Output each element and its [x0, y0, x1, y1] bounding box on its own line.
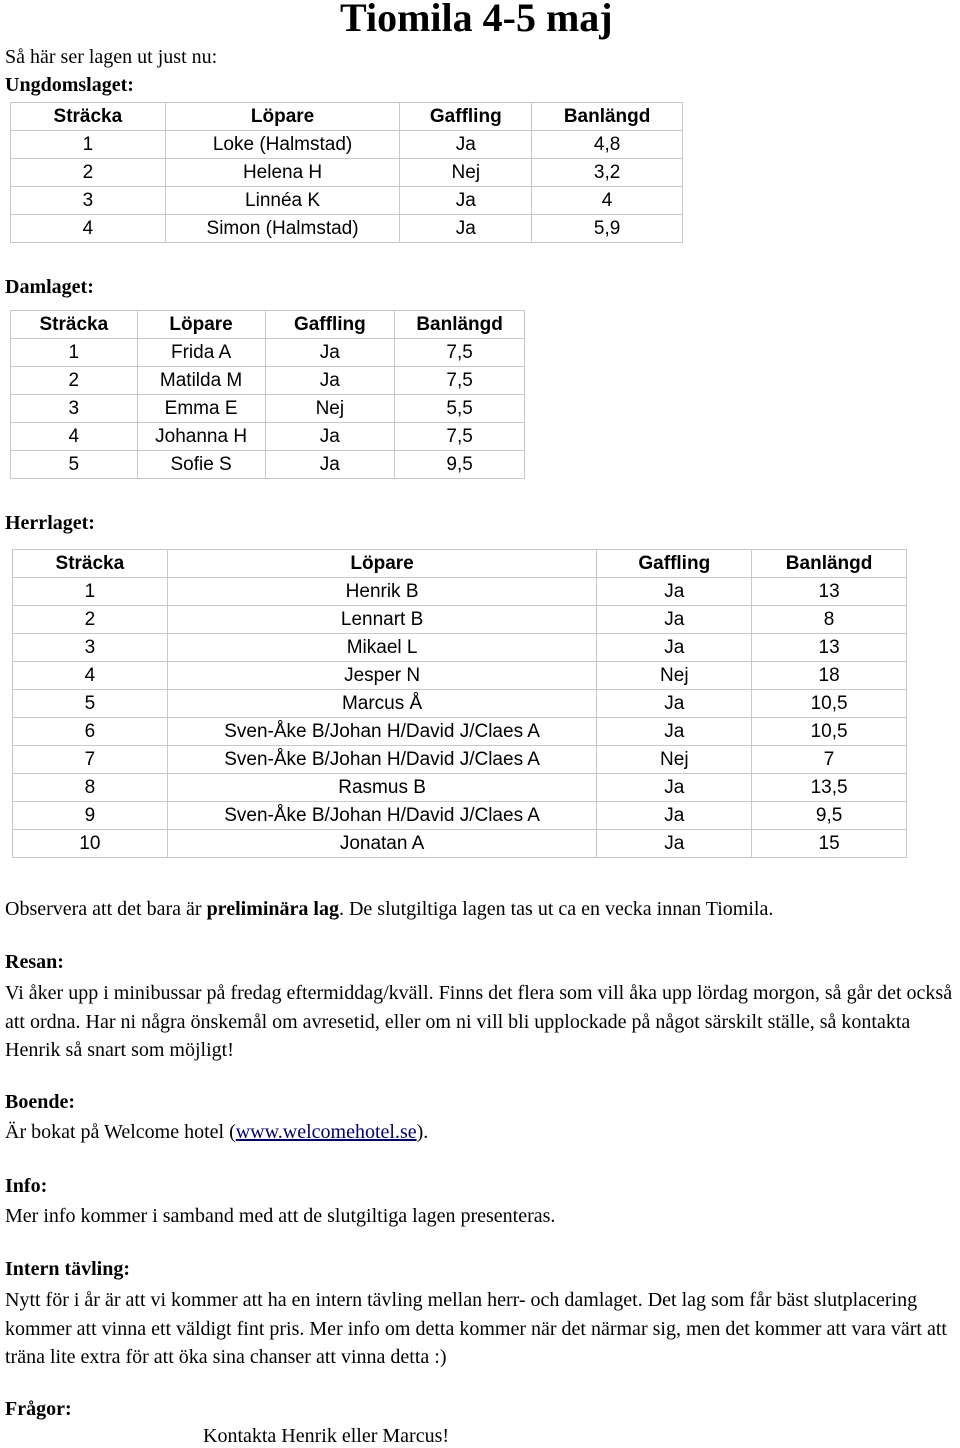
cell: Simon (Halmstad): [165, 215, 400, 243]
fragor-text: Kontakta Henrik eller Marcus!: [203, 1425, 450, 1447]
cell: 3: [11, 187, 166, 215]
ungdom-heading: Ungdomslaget:: [5, 74, 134, 96]
cell: 5: [11, 451, 138, 479]
cell: 4: [11, 423, 138, 451]
cell: Sofie S: [137, 451, 265, 479]
cell: 7: [752, 746, 907, 774]
cell: 10,5: [752, 690, 907, 718]
col-header-gaffling: Gaffling: [265, 311, 395, 339]
col-header-stracka: Sträcka: [11, 311, 138, 339]
cell: Sven-Åke B/Johan H/David J/Claes A: [167, 718, 597, 746]
cell: 5,9: [532, 215, 683, 243]
cell: Ja: [597, 802, 752, 830]
cell: 4: [13, 662, 168, 690]
col-header-lopare: Löpare: [167, 550, 597, 578]
cell: Ja: [597, 718, 752, 746]
table-row: [13, 662, 907, 690]
cell: Ja: [597, 774, 752, 802]
preliminary-note: [5, 895, 960, 924]
col-header-lopare: Löpare: [165, 103, 400, 131]
col-header-stracka: Sträcka: [11, 103, 166, 131]
table-row: [13, 746, 907, 774]
cell: 3: [13, 634, 168, 662]
info-heading: Info:: [5, 1175, 48, 1197]
note-text-before: Observera att det bara är: [5, 898, 207, 920]
cell: Sven-Åke B/Johan H/David J/Claes A: [167, 802, 597, 830]
cell: 6: [13, 718, 168, 746]
table-row: [13, 718, 907, 746]
cell: Ja: [265, 423, 395, 451]
boende-text-before: Är bokat på Welcome hotel (: [5, 1121, 236, 1143]
table-row: [11, 451, 525, 479]
cell: Ja: [400, 187, 532, 215]
table-row: [13, 690, 907, 718]
cell: Emma E: [137, 395, 265, 423]
col-header-gaffling: Gaffling: [597, 550, 752, 578]
cell: Nej: [400, 159, 532, 187]
cell: 8: [752, 606, 907, 634]
table-row: [13, 830, 907, 858]
cell: 13: [752, 634, 907, 662]
table-row: [13, 774, 907, 802]
cell: Lennart B: [167, 606, 597, 634]
boende-text-after: ).: [416, 1121, 429, 1143]
cell: Ja: [597, 634, 752, 662]
cell: 1: [13, 578, 168, 606]
cell: Ja: [265, 367, 395, 395]
cell: 9,5: [395, 451, 525, 479]
cell: Ja: [400, 131, 532, 159]
col-header-stracka: Sträcka: [13, 550, 168, 578]
cell: Jonatan A: [167, 830, 597, 858]
table-header-row: [11, 311, 525, 339]
cell: Jesper N: [167, 662, 597, 690]
col-header-banlangd: Banlängd: [395, 311, 525, 339]
col-header-banlangd: Banlängd: [532, 103, 683, 131]
table-header-row: [13, 550, 907, 578]
cell: Ja: [597, 690, 752, 718]
cell: 10: [13, 830, 168, 858]
dam-heading: Damlaget:: [5, 276, 94, 298]
table-row: [13, 634, 907, 662]
cell: 4: [11, 215, 166, 243]
cell: Nej: [265, 395, 395, 423]
cell: 2: [13, 606, 168, 634]
dam-table: [10, 310, 525, 479]
cell: 3,2: [532, 159, 683, 187]
cell: 4,8: [532, 131, 683, 159]
col-header-lopare: Löpare: [137, 311, 265, 339]
cell: 13: [752, 578, 907, 606]
table-row: [11, 159, 683, 187]
cell: Ja: [597, 606, 752, 634]
cell: Henrik B: [167, 578, 597, 606]
cell: 9: [13, 802, 168, 830]
table-row: [11, 367, 525, 395]
cell: 2: [11, 159, 166, 187]
cell: Rasmus B: [167, 774, 597, 802]
fragor-heading: Frågor:: [5, 1398, 72, 1420]
cell: Ja: [597, 578, 752, 606]
table-row: [11, 187, 683, 215]
cell: 4: [532, 187, 683, 215]
cell: 13,5: [752, 774, 907, 802]
cell: 5,5: [395, 395, 525, 423]
table-header-row: [11, 103, 683, 131]
col-header-banlangd: Banlängd: [752, 550, 907, 578]
intro-text: Så här ser lagen ut just nu:: [5, 46, 218, 68]
cell: Marcus Å: [167, 690, 597, 718]
cell: 7,5: [395, 367, 525, 395]
resan-text: Vi åker upp i minibussar på fredag eftermiddag/kväll. Finns det flera som vill åka upp lördag morgon, så går det också att ordna. Har ni några önskemål om avresetid, eller om ni vill bli upplockade på något särskilt ställe, så kontakta Henrik så snart som möjligt!: [5, 982, 953, 1061]
ungdom-table: [10, 102, 683, 243]
herr-heading: Herrlaget:: [5, 512, 95, 534]
cell: 1: [11, 131, 166, 159]
table-row: [11, 215, 683, 243]
cell: Matilda M: [137, 367, 265, 395]
cell: 9,5: [752, 802, 907, 830]
hotel-link[interactable]: www.welcomehotel.se: [235, 1121, 417, 1143]
table-row: [11, 131, 683, 159]
tavling-text: Nytt för i år är att vi kommer att ha en intern tävling mellan herr- och damlaget. Det lag som får bäst slutplacering kommer att vinna ett väldigt fint pris. Mer info om detta kommer när det närmar sig, men det kommer att vara värt att träna lite extra för att öka sina chanser att vinna detta :): [5, 1289, 947, 1368]
boende-text: [5, 1118, 960, 1147]
page-title: Tiomila 4-5 maj: [340, 0, 613, 40]
cell: 7,5: [395, 423, 525, 451]
cell: 5: [13, 690, 168, 718]
cell: 15: [752, 830, 907, 858]
col-header-gaffling: Gaffling: [400, 103, 532, 131]
cell: 7: [13, 746, 168, 774]
cell: Loke (Halmstad): [165, 131, 400, 159]
note-text-after: . De slutgiltiga lagen tas ut ca en vecka innan Tiomila.: [338, 898, 774, 920]
cell: Johanna H: [137, 423, 265, 451]
herr-table: [12, 549, 907, 858]
cell: 7,5: [395, 339, 525, 367]
cell: Linnéa K: [165, 187, 400, 215]
cell: Ja: [400, 215, 532, 243]
table-row: [11, 423, 525, 451]
cell: Ja: [265, 451, 395, 479]
resan-heading: Resan:: [5, 951, 64, 973]
cell: Mikael L: [167, 634, 597, 662]
boende-heading: Boende:: [5, 1091, 75, 1113]
cell: 1: [11, 339, 138, 367]
table-row: [11, 395, 525, 423]
cell: Frida A: [137, 339, 265, 367]
table-row: [13, 606, 907, 634]
cell: Nej: [597, 662, 752, 690]
table-row: [11, 339, 525, 367]
cell: 2: [11, 367, 138, 395]
cell: 3: [11, 395, 138, 423]
table-row: [13, 802, 907, 830]
table-row: [13, 578, 907, 606]
tavling-heading: Intern tävling:: [5, 1258, 130, 1280]
cell: Nej: [597, 746, 752, 774]
cell: Ja: [597, 830, 752, 858]
cell: Ja: [265, 339, 395, 367]
cell: 10,5: [752, 718, 907, 746]
cell: 8: [13, 774, 168, 802]
cell: 18: [752, 662, 907, 690]
cell: Helena H: [165, 159, 400, 187]
note-text-bold: preliminära lag: [206, 898, 339, 920]
cell: Sven-Åke B/Johan H/David J/Claes A: [167, 746, 597, 774]
info-text: Mer info kommer i samband med att de slutgiltiga lagen presenteras.: [5, 1205, 556, 1227]
